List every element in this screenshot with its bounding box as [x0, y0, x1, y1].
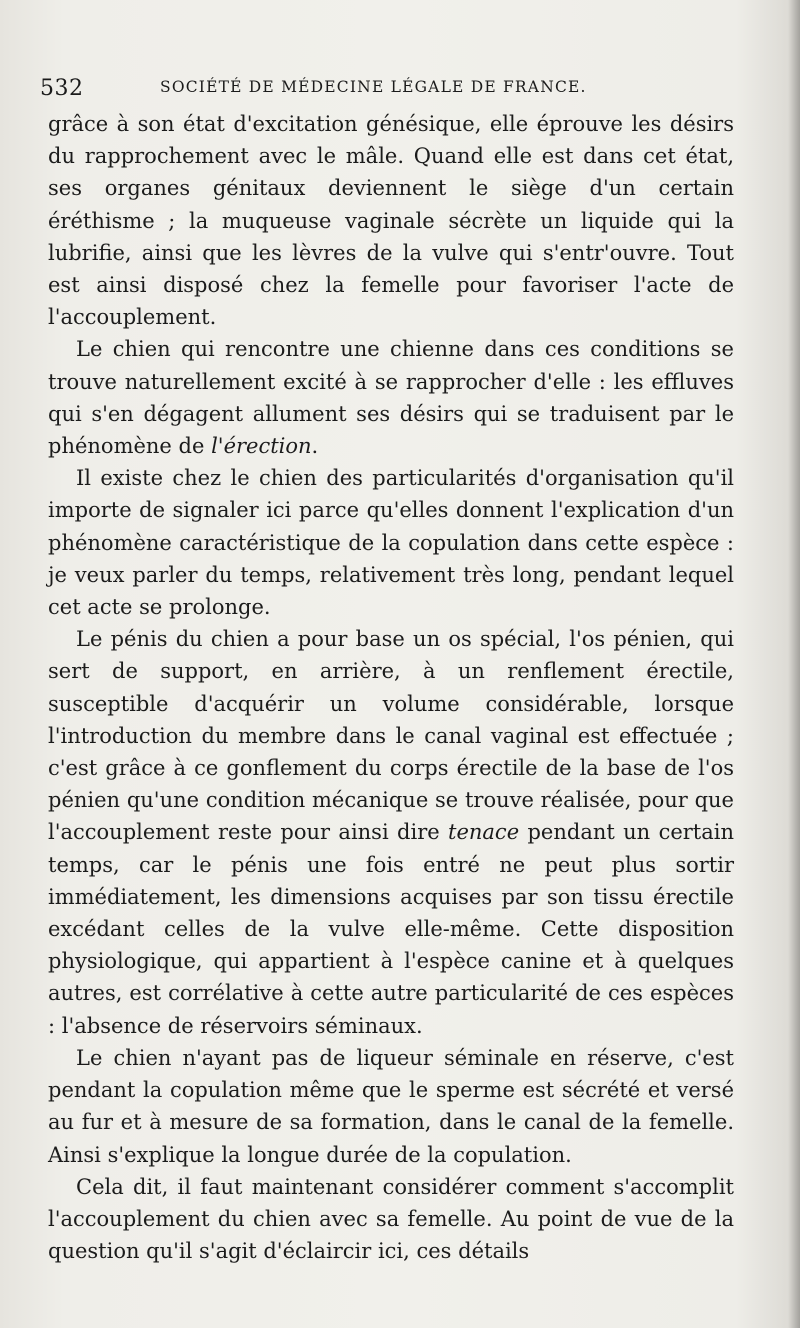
paragraph-erection	[48, 333, 734, 462]
paragraph-text: Le pénis du chien a pour base un os spécial, l'os pénien, qui sert de support, en arrière, à un renflement érectile, susceptible d'acquérir un volume considérable, lorsque l'introduction du membre dans le canal vaginal est effectuée ; c'est grâce à ce gonflement du corps érectile de la base de l'os pénien qu'une condition mécanique se trouve réalisée, pour que l'accouplement reste pour ainsi dire	[48, 627, 734, 845]
paragraph-os-penien	[48, 623, 734, 1042]
emphasized-term: l'érection	[211, 434, 312, 459]
page-header	[40, 70, 730, 104]
paragraph-seminal: Le chien n'ayant pas de liqueur séminale en réserve, c'est pendant la copulation même que le sperme est sécrété et versé au fur et à mesure de sa formation, dans le canal de la femelle. Ainsi s'explique la longue durée de la copulation.	[48, 1045, 734, 1167]
paragraph-text-end: .	[311, 434, 319, 459]
page-number: 532	[40, 76, 84, 101]
paragraph-text: Le chien qui rencontre une chienne dans ces conditions se trouve naturellement excité à se rapprocher d'elle : les effluves qui s'en dégagent allument ses désirs qui se traduisent par le phénomène de	[48, 337, 734, 459]
page-edge-shadow	[788, 0, 800, 1328]
running-title: SOCIÉTÉ DE MÉDECINE LÉGALE DE FRANCE.	[160, 78, 587, 96]
body-text	[48, 108, 734, 1267]
paragraph-continued: grâce à son état d'excitation génésique, elle éprouve les désirs du rapprochement avec le mâle. Quand elle est dans cet état, ses organes génitaux deviennent le siège d'un certain éréthisme ; la muqueuse vaginale sécrète un liquide qui la lubrifie, ainsi que les lèvres de la vulve qui s'entr'ouvre. Tout est ainsi disposé chez la femelle pour favoriser l'acte de l'accouplement.	[48, 112, 734, 330]
paragraph-particularities: Il existe chez le chien des particularités d'organisation qu'il importe de signaler ici parce qu'elles donnent l'explication d'un phénomène caractéristique de la copulation dans cette espèce : je veux parler du temps, relativement très long, pendant lequel cet acte se prolonge.	[48, 466, 734, 620]
paragraph-text-end: pendant un certain temps, car le pénis une fois entré ne peut plus sortir immédiatement, les dimensions acquises par son tissu érectile excédant celles de la vulve elle-même. Cette disposition physiologique, qui appartient à l'espèce canine et à quelques autres, est corrélative à cette autre particularité de ces espèces : l'absence de réservoirs séminaux.	[48, 820, 734, 1038]
paragraph-cela-dit: Cela dit, il faut maintenant considérer comment s'accomplit l'accouplement du chien avec sa femelle. Au point de vue de la question qu'il s'agit d'éclaircir ici, ces détails	[48, 1174, 734, 1264]
emphasized-term: tenace	[448, 820, 520, 845]
